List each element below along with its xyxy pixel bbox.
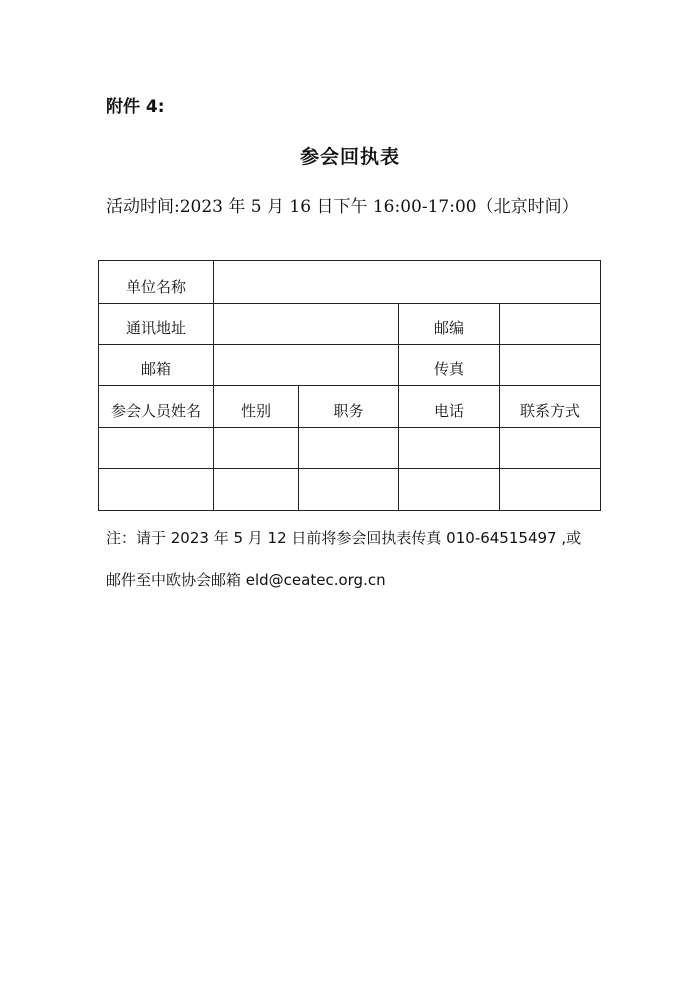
col-header-contact: 联系方式	[500, 386, 601, 427]
note-line-1: 注：请于 2023 年 5 月 12 日前将参会回执表传真 010-64515497 ,或	[106, 529, 582, 547]
table-cell[interactable]	[399, 427, 500, 468]
note-line-2: 邮件至中欧协会邮箱 eld@ceatec.org.cn	[106, 571, 386, 589]
col-header-name: 参会人员姓名	[99, 386, 214, 427]
table-cell[interactable]	[500, 469, 601, 511]
table-row	[99, 344, 601, 385]
address-field[interactable]	[214, 303, 399, 344]
col-header-gender: 性别	[214, 386, 299, 427]
event-time: 活动时间:2023 年 5 月 16 日下午 16:00-17:00（北京时间）	[106, 197, 579, 217]
reply-form-table	[98, 260, 601, 511]
email-label: 邮箱	[99, 344, 214, 385]
fax-field[interactable]	[500, 344, 601, 385]
unit-name-field[interactable]	[214, 261, 601, 304]
table-cell[interactable]	[214, 469, 299, 511]
page-title: 参会回执表	[299, 146, 400, 168]
table-row	[99, 303, 601, 344]
table-header-row	[99, 386, 601, 427]
postcode-label: 邮编	[399, 303, 500, 344]
address-label: 通讯地址	[99, 303, 214, 344]
table-cell[interactable]	[99, 469, 214, 511]
unit-name-label: 单位名称	[99, 261, 214, 304]
table-row	[99, 427, 601, 468]
email-field[interactable]	[214, 344, 399, 385]
table-row	[99, 261, 601, 304]
attachment-label: 附件 4:	[106, 97, 165, 117]
col-header-position: 职务	[299, 386, 399, 427]
table-cell[interactable]	[299, 427, 399, 468]
col-header-phone: 电话	[399, 386, 500, 427]
table-cell[interactable]	[299, 469, 399, 511]
table-cell[interactable]	[399, 469, 500, 511]
table-row	[99, 469, 601, 511]
postcode-field[interactable]	[500, 303, 601, 344]
table-cell[interactable]	[99, 427, 214, 468]
table-cell[interactable]	[500, 427, 601, 468]
fax-label: 传真	[399, 344, 500, 385]
table-cell[interactable]	[214, 427, 299, 468]
